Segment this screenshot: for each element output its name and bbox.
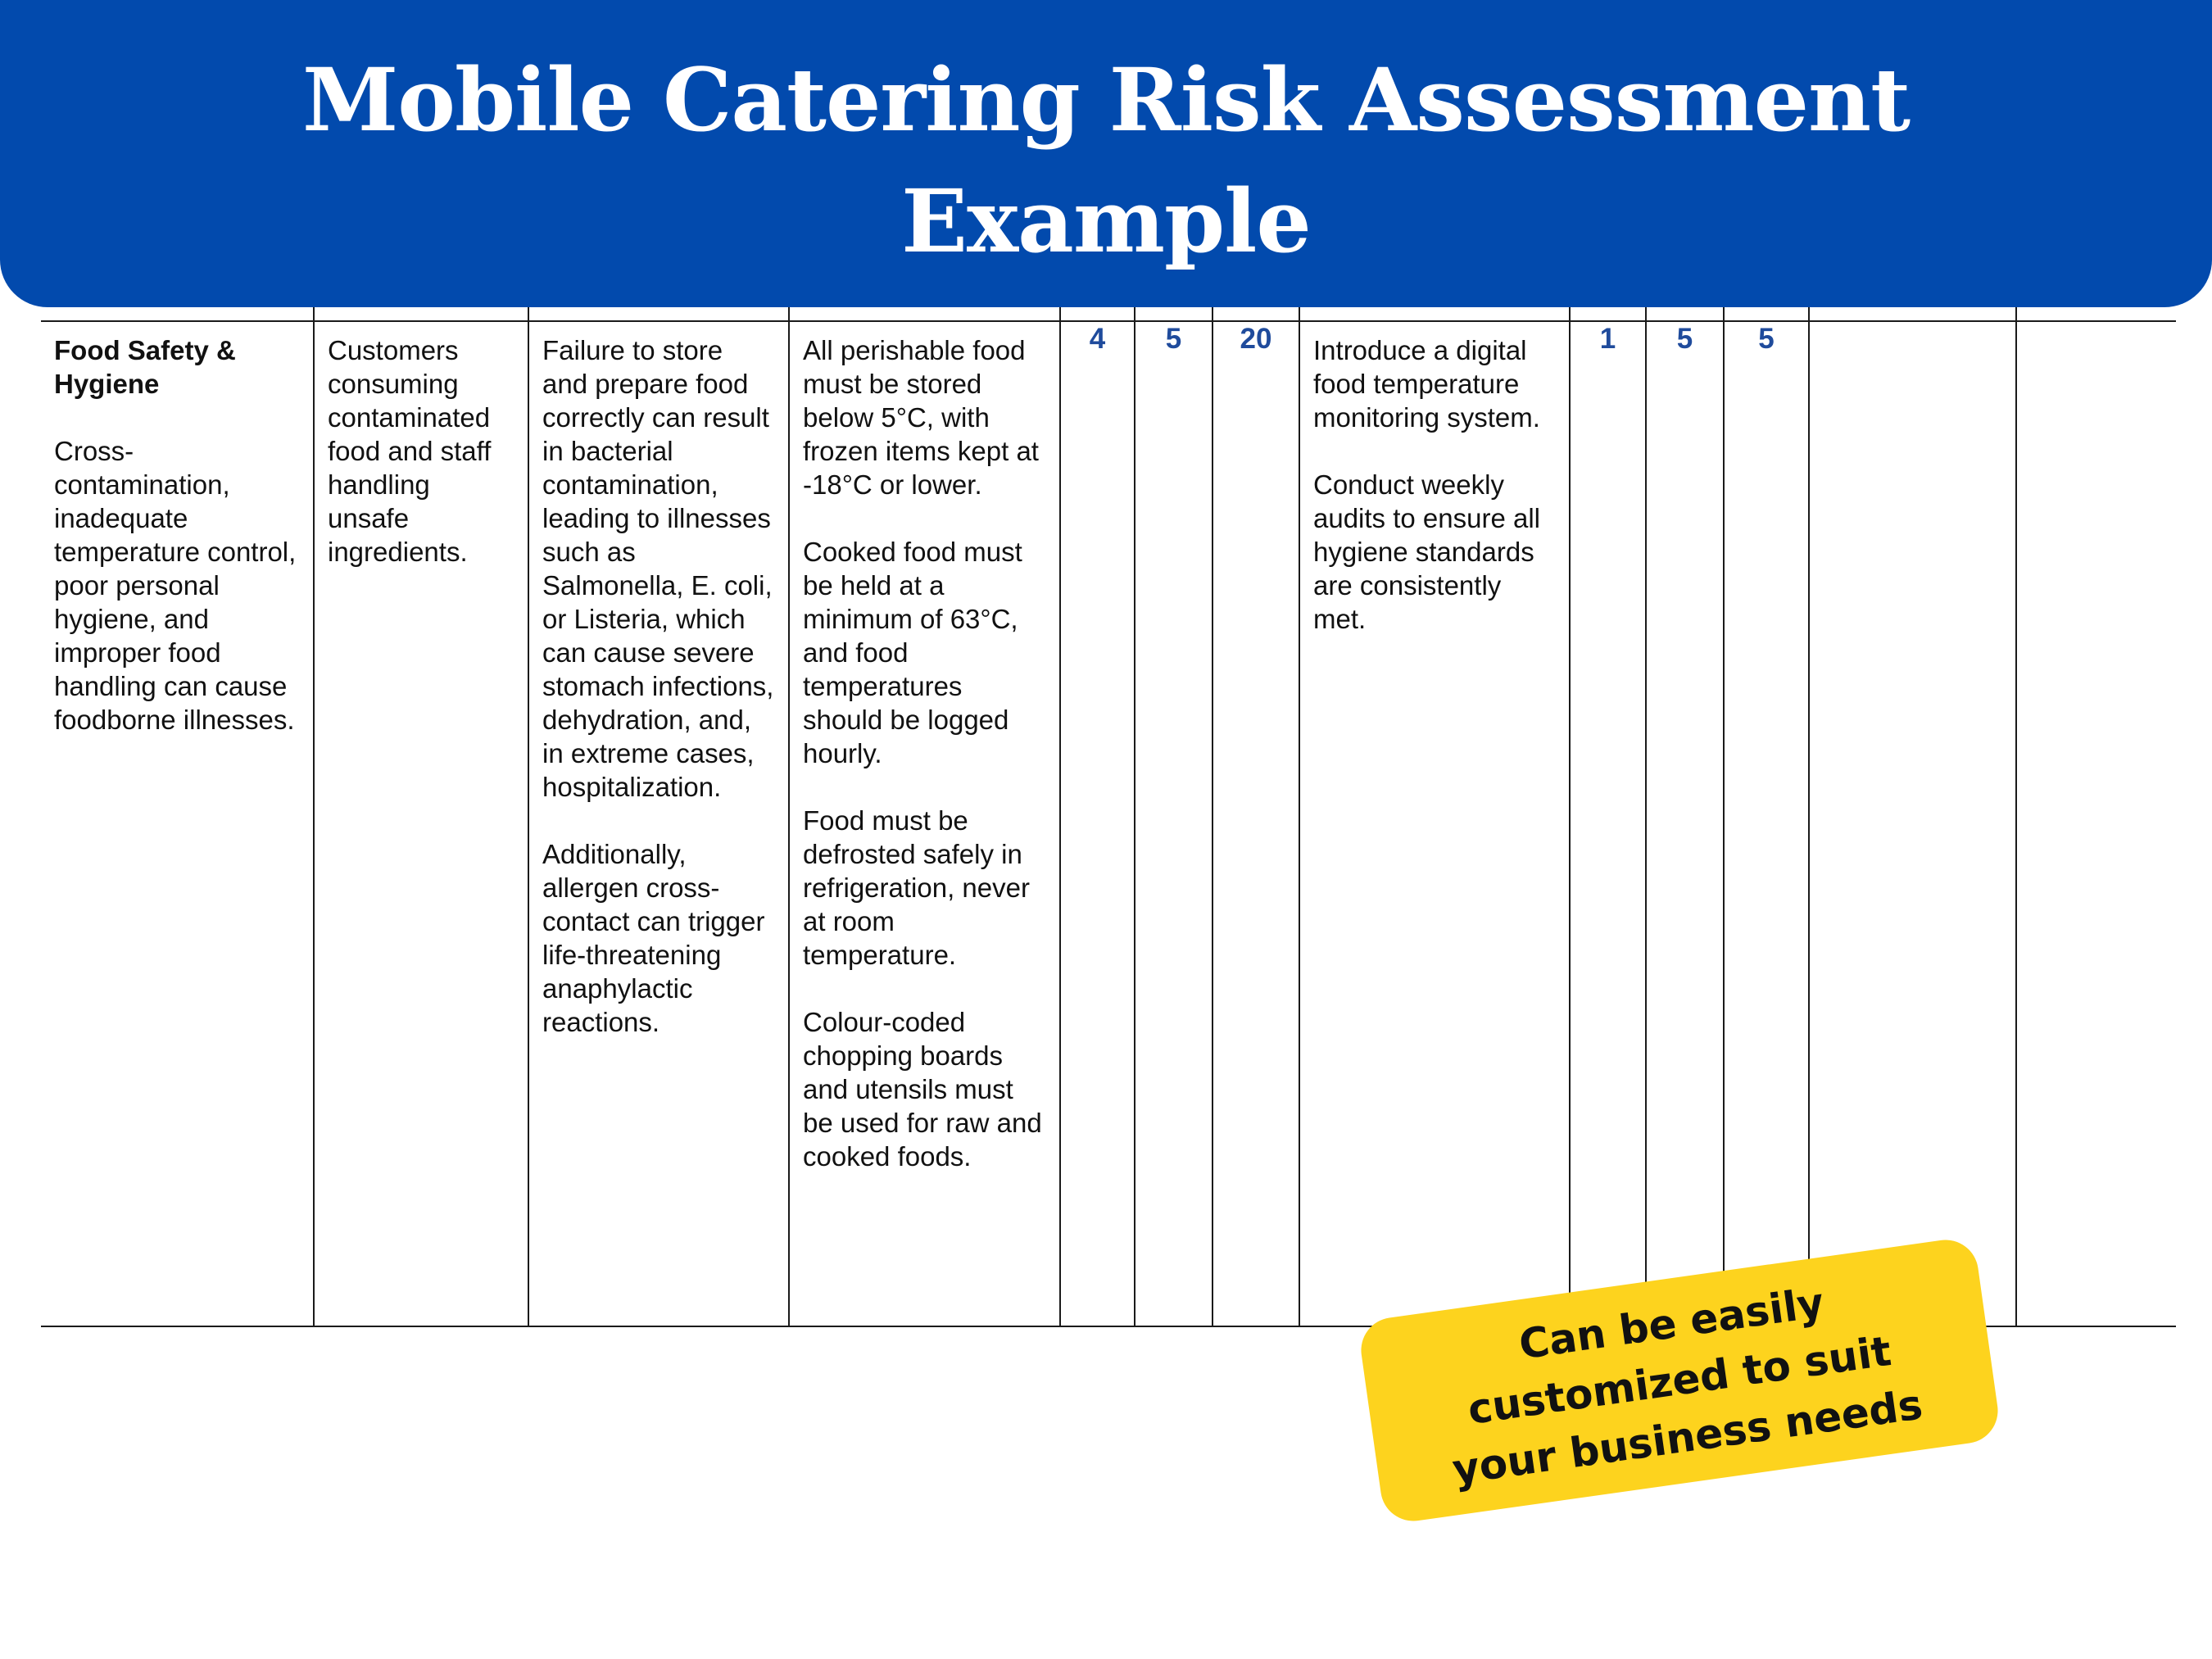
sticker-text: Can be easily customized to suit your business needs	[1449, 1278, 1926, 1494]
action-paragraph: Conduct weekly audits to ensure all hygiene standards are consistently met.	[1313, 469, 1541, 634]
who-at-risk-cell	[314, 321, 528, 1326]
hazard-description: Cross-contamination, inadequate temperature control, poor personal hygiene, and improper food handling can cause foodborne illnesses.	[54, 436, 297, 735]
table-top-rule	[41, 307, 2176, 321]
existing-controls-cell	[789, 321, 1060, 1326]
control-paragraph: Colour-coded chopping boards and utensils must be used for raw and cooked foods.	[803, 1007, 1042, 1172]
initial-risk-rating: 20	[1213, 321, 1299, 1326]
control-paragraph: Cooked food must be held at a minimum of 63°C, and food temperatures should be logged hourly.	[803, 537, 1022, 768]
residual-likelihood: 1	[1570, 321, 1646, 1326]
who-at-risk-text: Customers consuming contaminated food and staff handling unsafe ingredients.	[328, 335, 492, 567]
initial-severity: 5	[1135, 321, 1213, 1326]
risk-assessment-table	[41, 307, 2176, 1327]
control-paragraph: Food must be defrosted safely in refrigeration, never at room temperature.	[803, 805, 1030, 970]
page-title-line1: Mobile Catering Risk Assessment	[301, 48, 1911, 151]
date-cell	[2016, 321, 2176, 1326]
residual-severity: 5	[1646, 321, 1724, 1326]
responsible-cell	[1809, 321, 2016, 1326]
risk-description-paragraph: Failure to store and prepare food correctly can result in bacterial contamination, leading to illnesses such as Salmonella, E. coli, or Listeria, which can cause severe stomach infections, dehydration, and, in extreme cases, hospitalization.	[542, 335, 774, 802]
hazard-cell	[41, 321, 314, 1326]
hazard-title: Food Safety & Hygiene	[54, 335, 236, 399]
title-banner	[0, 0, 2212, 307]
page-title-line2: Example	[901, 170, 1311, 272]
further-actions-cell	[1299, 321, 1570, 1326]
table-row	[41, 321, 2176, 1326]
initial-likelihood: 4	[1060, 321, 1135, 1326]
risk-description-paragraph: Additionally, allergen cross-contact can trigger life-threatening anaphylactic reactions.	[542, 839, 765, 1037]
control-paragraph: All perishable food must be stored below 5°C, with frozen items kept at -18°C or lower.	[803, 335, 1039, 500]
action-paragraph: Introduce a digital food temperature monitoring system.	[1313, 335, 1540, 433]
residual-risk-rating: 5	[1724, 321, 1809, 1326]
risk-description-cell	[528, 321, 789, 1326]
